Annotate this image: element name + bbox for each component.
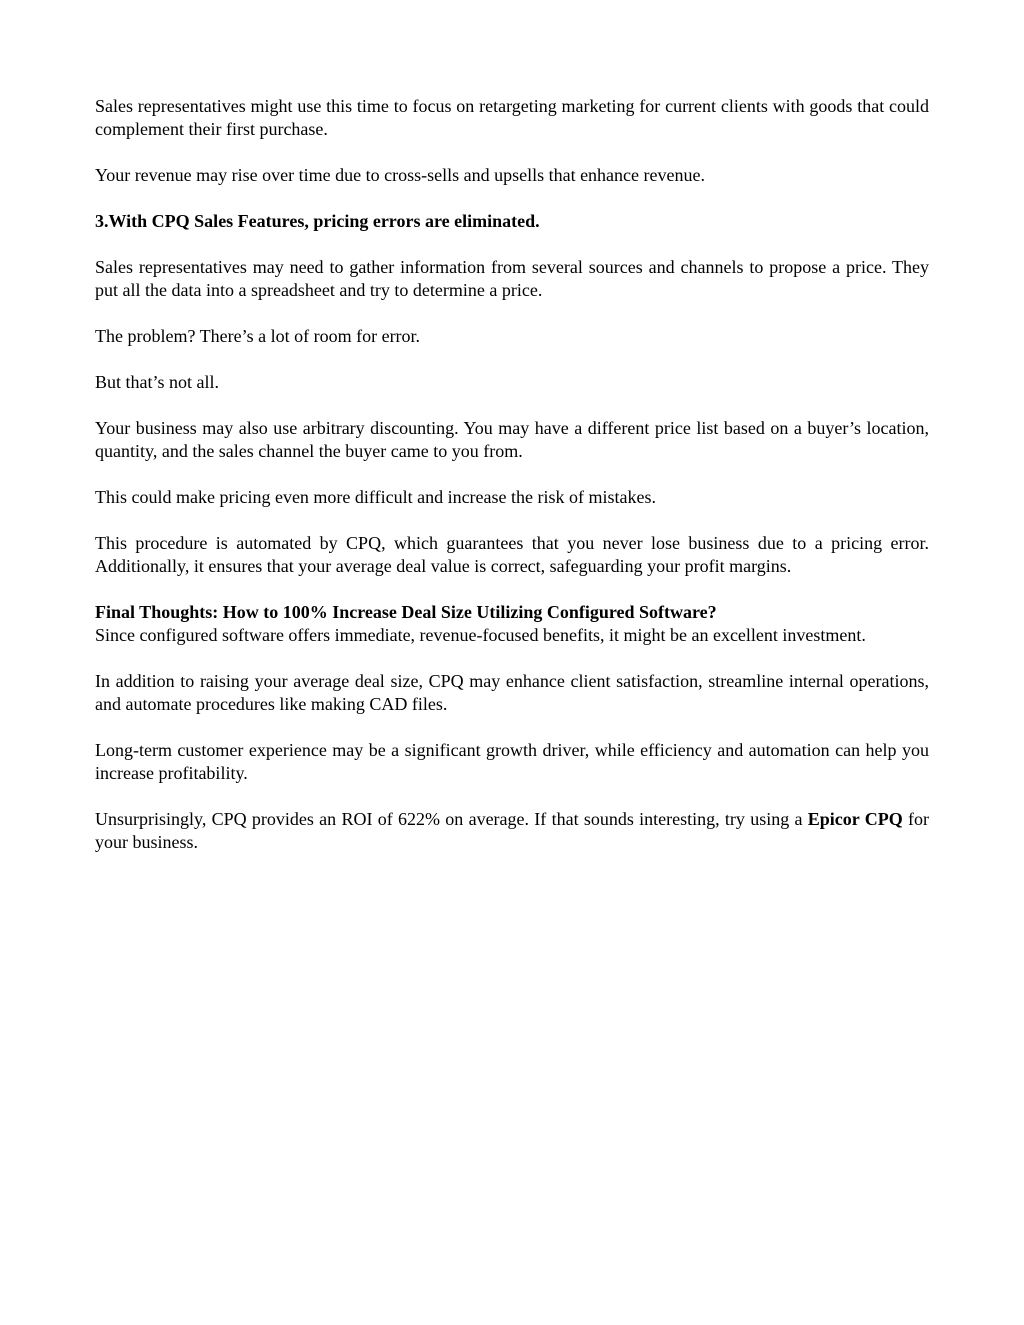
epicor-cpq-bold: Epicor CPQ: [807, 809, 903, 829]
paragraph-growth-driver: Long-term customer experience may be a significant growth driver, while efficiency and automation can help you increase profitability.: [95, 740, 929, 783]
paragraph-roi: [95, 808, 929, 854]
paragraph-revenue-rise: Your revenue may rise over time due to cross-sells and upsells that enhance revenue.: [95, 165, 705, 185]
paragraph-pricing-difficult: This could make pricing even more difficult and increase the risk of mistakes.: [95, 487, 656, 507]
section-heading-final-thoughts: Final Thoughts: How to 100% Increase Deal Size Utilizing Configured Software?: [95, 602, 717, 622]
paragraph-client-satisfaction: In addition to raising your average deal size, CPQ may enhance client satisfaction, streamline internal operations, and automate procedures like making CAD files.: [95, 671, 929, 714]
paragraph-retargeting: Sales representatives might use this time to focus on retargeting marketing for current clients with goods that could complement their first purchase.: [95, 96, 929, 139]
roi-text-end: for your business.: [95, 809, 929, 852]
paragraph-configured-software: Since configured software offers immediate, revenue-focused benefits, it might be an excellent investment.: [95, 625, 866, 645]
roi-text-start: Unsurprisingly, CPQ provides an ROI of 622% on average. If that sounds interesting, try using a: [95, 809, 808, 829]
paragraph-not-all: But that’s not all.: [95, 372, 219, 392]
paragraph-gather-information: Sales representatives may need to gather information from several sources and channels to propose a price. They put all the data into a spreadsheet and try to determine a price.: [95, 257, 929, 300]
section-heading-pricing-errors: 3.With CPQ Sales Features, pricing errors are eliminated.: [95, 211, 540, 231]
paragraph-arbitrary-discounting: Your business may also use arbitrary discounting. You may have a different price list based on a buyer’s location, quantity, and the sales channel the buyer came to you from.: [95, 418, 929, 461]
paragraph-problem: The problem? There’s a lot of room for error.: [95, 326, 421, 346]
paragraph-automated-procedure: This procedure is automated by CPQ, which guarantees that you never lose business due to a pricing error. Additionally, it ensures that your average deal value is correct, safeguarding your profit margins.: [95, 533, 929, 576]
document-page: [95, 95, 929, 877]
